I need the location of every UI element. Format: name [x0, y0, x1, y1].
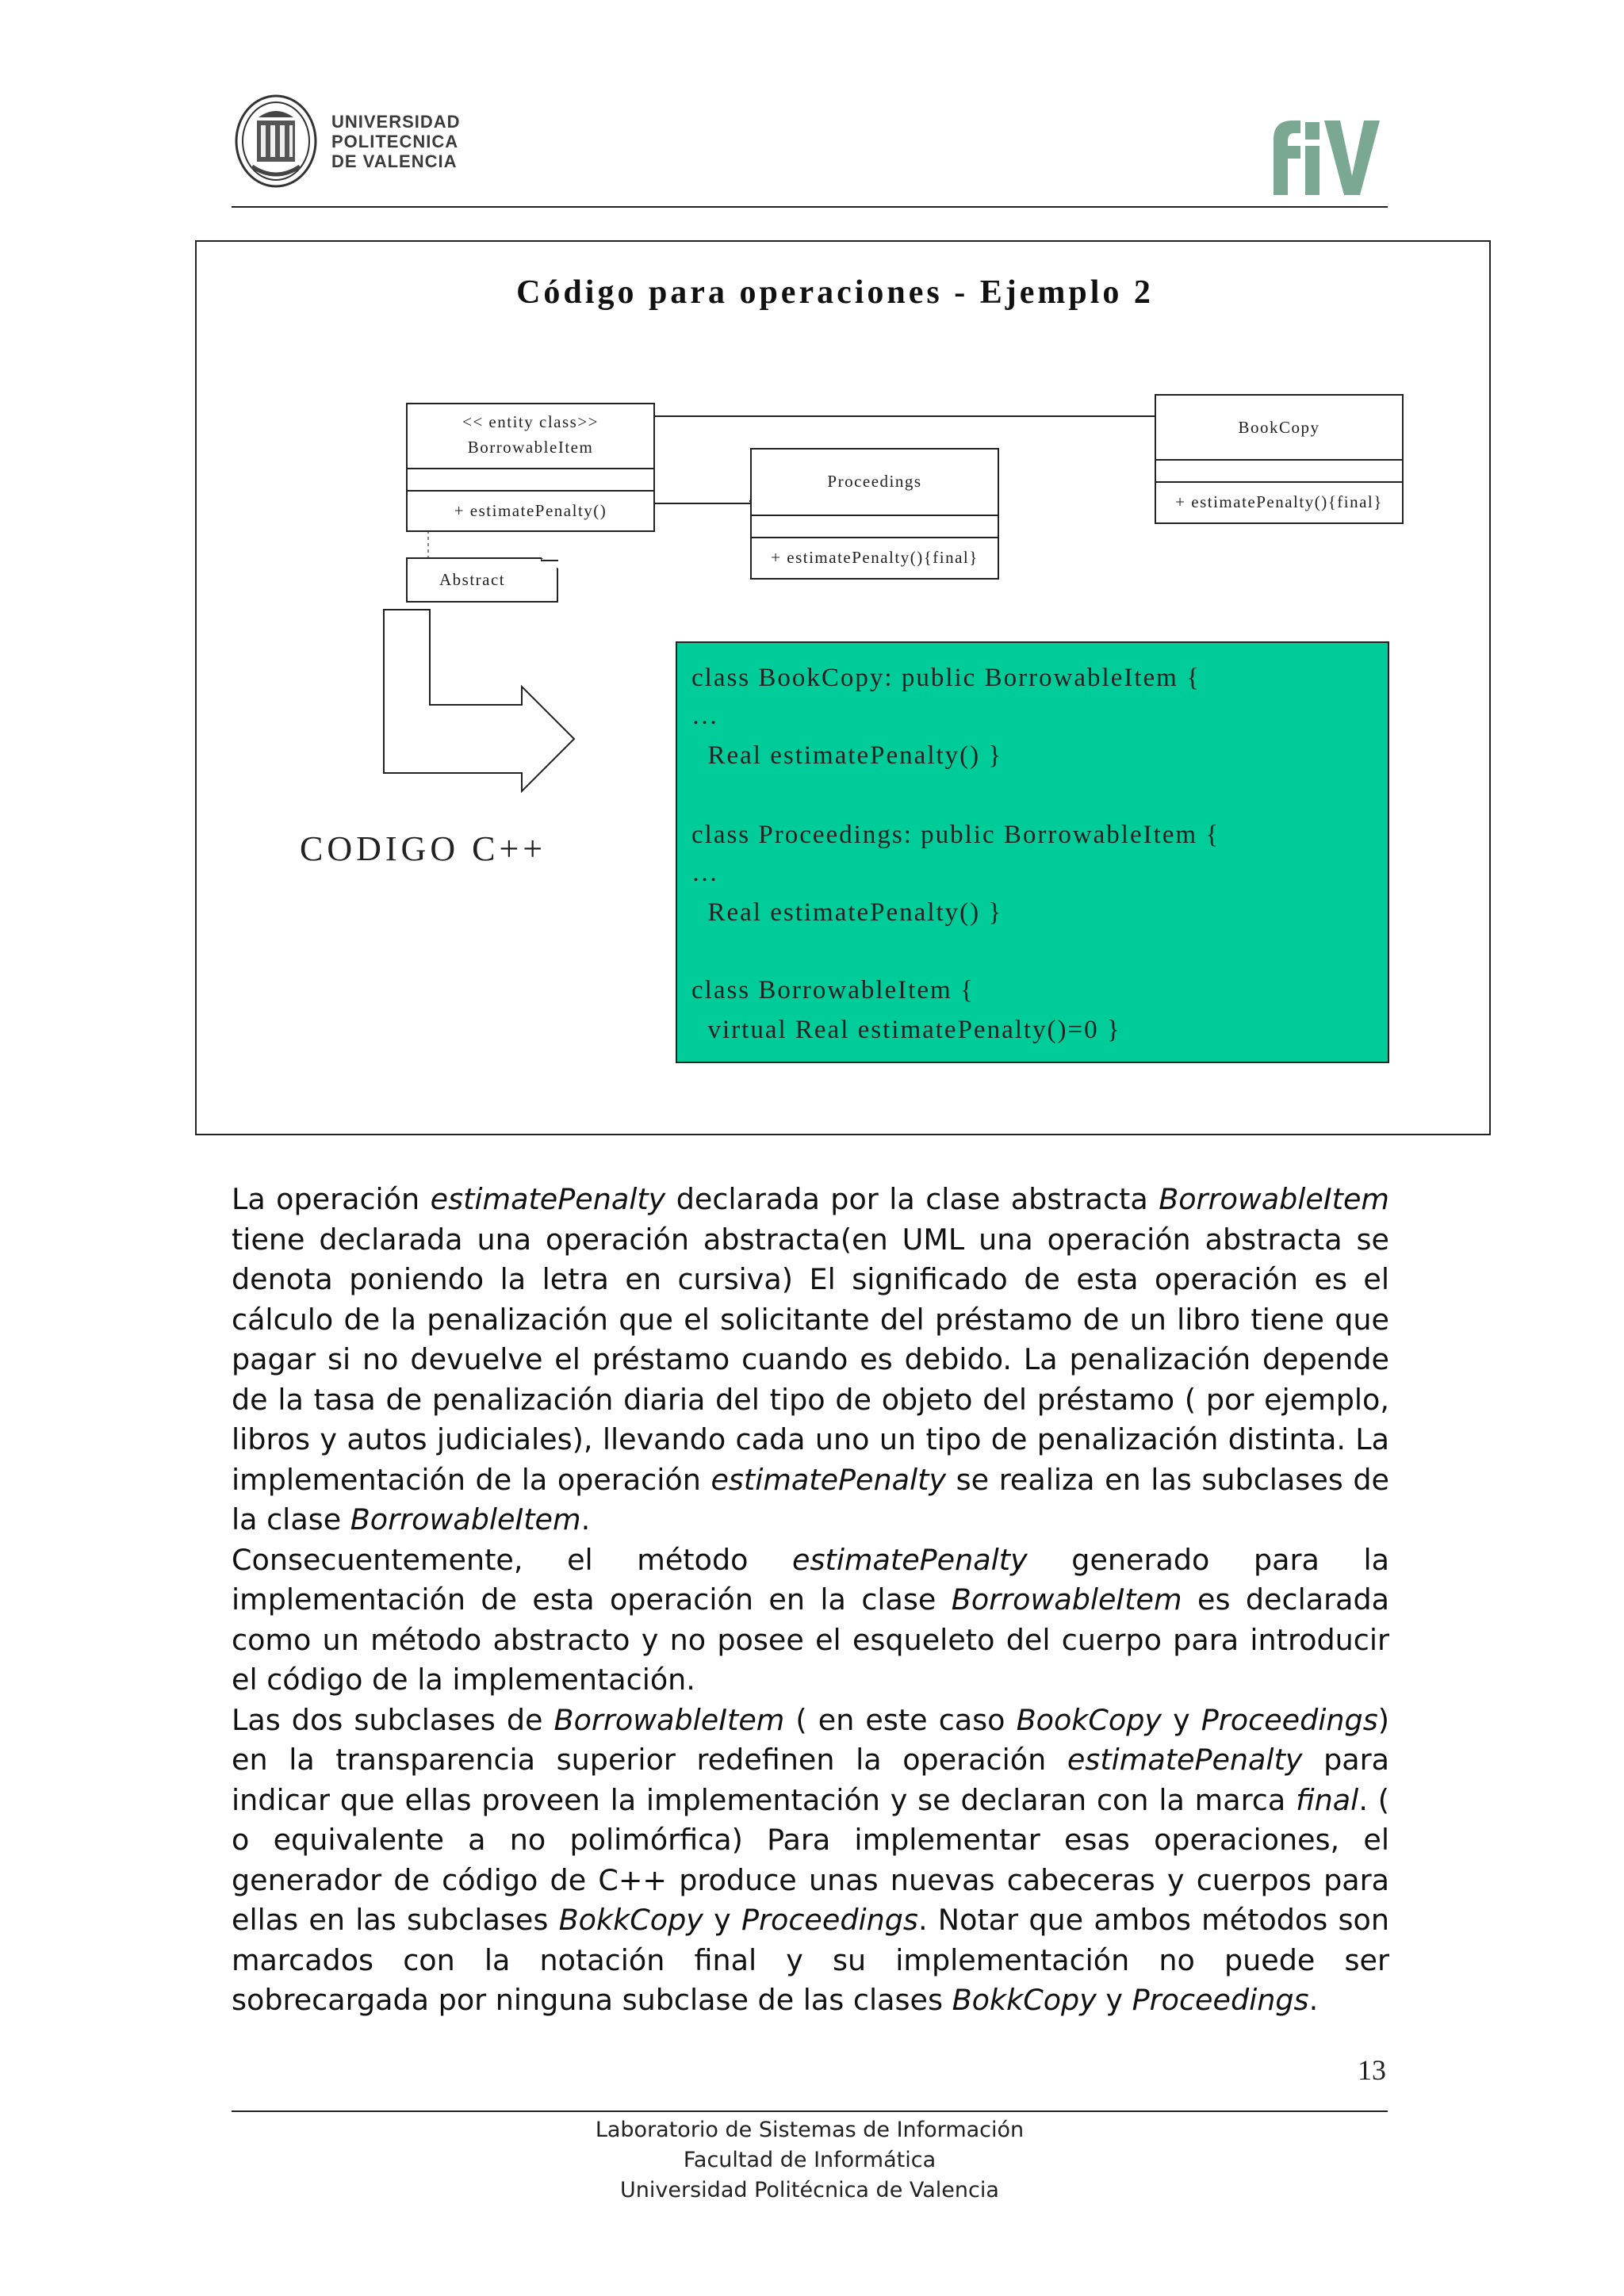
uml-divider — [752, 515, 998, 516]
cpp-code-box — [676, 641, 1389, 1063]
code-line: class BookCopy: public BorrowableItem { — [691, 664, 1201, 692]
uml-divider — [1156, 481, 1402, 483]
uml-class-borrowable-item — [406, 403, 655, 532]
code-line: … — [691, 859, 719, 887]
code-line: class BorrowableItem { — [691, 976, 975, 1004]
text-run: y — [1162, 1702, 1201, 1737]
body-text — [232, 1180, 1389, 2021]
paragraph — [232, 1701, 1389, 2021]
footer-divider — [232, 2110, 1388, 2112]
paragraph — [232, 1180, 1389, 1540]
italic-term: BookCopy — [1016, 1702, 1162, 1737]
italic-term: Proceedings — [1201, 1702, 1378, 1737]
page-number: 13 — [1358, 2054, 1386, 2086]
code-line: class Proceedings: public BorrowableItem { — [691, 821, 1220, 849]
uml-operation: + estimatePenalty(){final} — [1175, 492, 1383, 511]
italic-term: BorrowableItem — [350, 1502, 581, 1536]
italic-term: estimatePenalty — [710, 1462, 947, 1497]
uml-class-bookcopy — [1155, 394, 1404, 524]
university-name — [331, 112, 461, 171]
italic-term: final — [1296, 1782, 1359, 1817]
text-run: Las dos subclases de — [232, 1702, 554, 1737]
italic-term: estimatePenalty — [1067, 1743, 1303, 1777]
italic-term: BorrowableItem — [1159, 1182, 1389, 1216]
text-run: para indicar que ellas proveen la implementación y se declaran con la marca — [232, 1743, 1389, 1817]
footer-line: Laboratorio de Sistemas de Información — [595, 2118, 1025, 2142]
university-logo — [235, 94, 461, 189]
code-line: Real estimatePenalty() } — [691, 741, 1003, 770]
code-label: CODIGO C++ — [300, 829, 547, 868]
transform-arrow-icon — [384, 610, 574, 791]
note-fold-icon — [541, 557, 558, 568]
text-run: declarada por la clase abstracta — [665, 1182, 1159, 1216]
uml-divider — [408, 468, 653, 469]
text-run: y — [703, 1903, 741, 1937]
uml-stereotype: << entity class>> — [462, 412, 599, 431]
uml-operation: + estimatePenalty(){final} — [771, 548, 979, 567]
uml-note-abstract — [406, 557, 558, 603]
text-run: generado para la implementación de esta operación en la clase — [232, 1542, 1389, 1617]
text-run: La operación — [232, 1182, 431, 1216]
university-name-line: DE VALENCIA — [331, 151, 458, 171]
italic-term: BorrowableItem — [553, 1702, 785, 1737]
italic-term: BokkCopy — [952, 1983, 1097, 2017]
uml-note-text: Abstract — [439, 570, 506, 589]
university-seal-icon — [235, 94, 317, 189]
uml-class-name: BorrowableItem — [467, 438, 594, 457]
italic-term: Proceedings — [1132, 1983, 1309, 2017]
text-run: y — [1096, 1983, 1132, 2017]
code-line: … — [691, 702, 719, 730]
text-run: ( en este caso — [784, 1702, 1017, 1737]
slide-frame — [195, 240, 1491, 1135]
uml-class-name: BookCopy — [1238, 418, 1320, 437]
text-run: . — [1308, 1983, 1319, 2017]
university-name-line: UNIVERSIDAD — [331, 111, 461, 132]
text-run: tiene declarada una operación abstracta(en UML una operación abstracta se denota poniendo la letra en cursiva) El significado de esta operación es el cálculo de la penalización que el solicitante del préstamo de un libro tiene que pagar si no devuelve el préstamo cuando es debido. La penalización depende de la tasa de penalización diaria del tipo de objeto del préstamo ( por ejemplo, libros y autos judiciales), llevando cada uno un tipo de penalización distinta. La implementación de la operación — [232, 1222, 1389, 1497]
text-run: . ( o equivalente a no polimórfica) Para implementar esas operaciones, el generador de código de C++ produce unas nuevas cabeceras y cuerpos para ellas en las subclases — [232, 1782, 1389, 1937]
footer-line: Universidad Politécnica de Valencia — [620, 2178, 999, 2202]
university-name-line: POLITECNICA — [331, 131, 459, 151]
italic-term: estimatePenalty — [792, 1542, 1028, 1577]
uml-class-proceedings — [750, 448, 999, 580]
faculty-logo-icon — [1259, 116, 1380, 195]
italic-term: Proceedings — [741, 1903, 918, 1937]
uml-divider — [408, 490, 653, 492]
uml-class-name: Proceedings — [827, 472, 922, 491]
header-divider — [232, 206, 1388, 208]
slide-title: Código para operaciones - Ejemplo 2 — [516, 274, 1154, 311]
paragraph — [232, 1540, 1389, 1701]
uml-divider — [752, 537, 998, 538]
text-run: se realiza en las subclases de la clase — [232, 1462, 1389, 1536]
footer-line: Facultad de Informática — [683, 2148, 936, 2172]
text-run: . Notar que ambos métodos son marcados con la notación final y su implementación no puede ser sobrecargada por ninguna subclase de las clases — [232, 1903, 1389, 2017]
text-run: Consecuentemente, el método — [232, 1542, 793, 1577]
italic-term: estimatePenalty — [430, 1182, 666, 1216]
uml-divider — [1156, 459, 1402, 461]
text-run: ) en la transparencia superior redefinen la operación — [232, 1702, 1389, 1777]
footer — [232, 2115, 1388, 2206]
code-line: virtual Real estimatePenalty()=0 } — [691, 1016, 1121, 1044]
text-run: . — [580, 1502, 591, 1536]
italic-term: BorrowableItem — [951, 1582, 1182, 1617]
code-line: Real estimatePenalty() } — [691, 898, 1003, 927]
italic-term: BokkCopy — [558, 1903, 703, 1937]
text-run: es declarada como un método abstracto y no posee el esqueleto del cuerpo para introducir el código de la implementación. — [232, 1582, 1389, 1697]
uml-operation: + estimatePenalty() — [454, 501, 607, 520]
